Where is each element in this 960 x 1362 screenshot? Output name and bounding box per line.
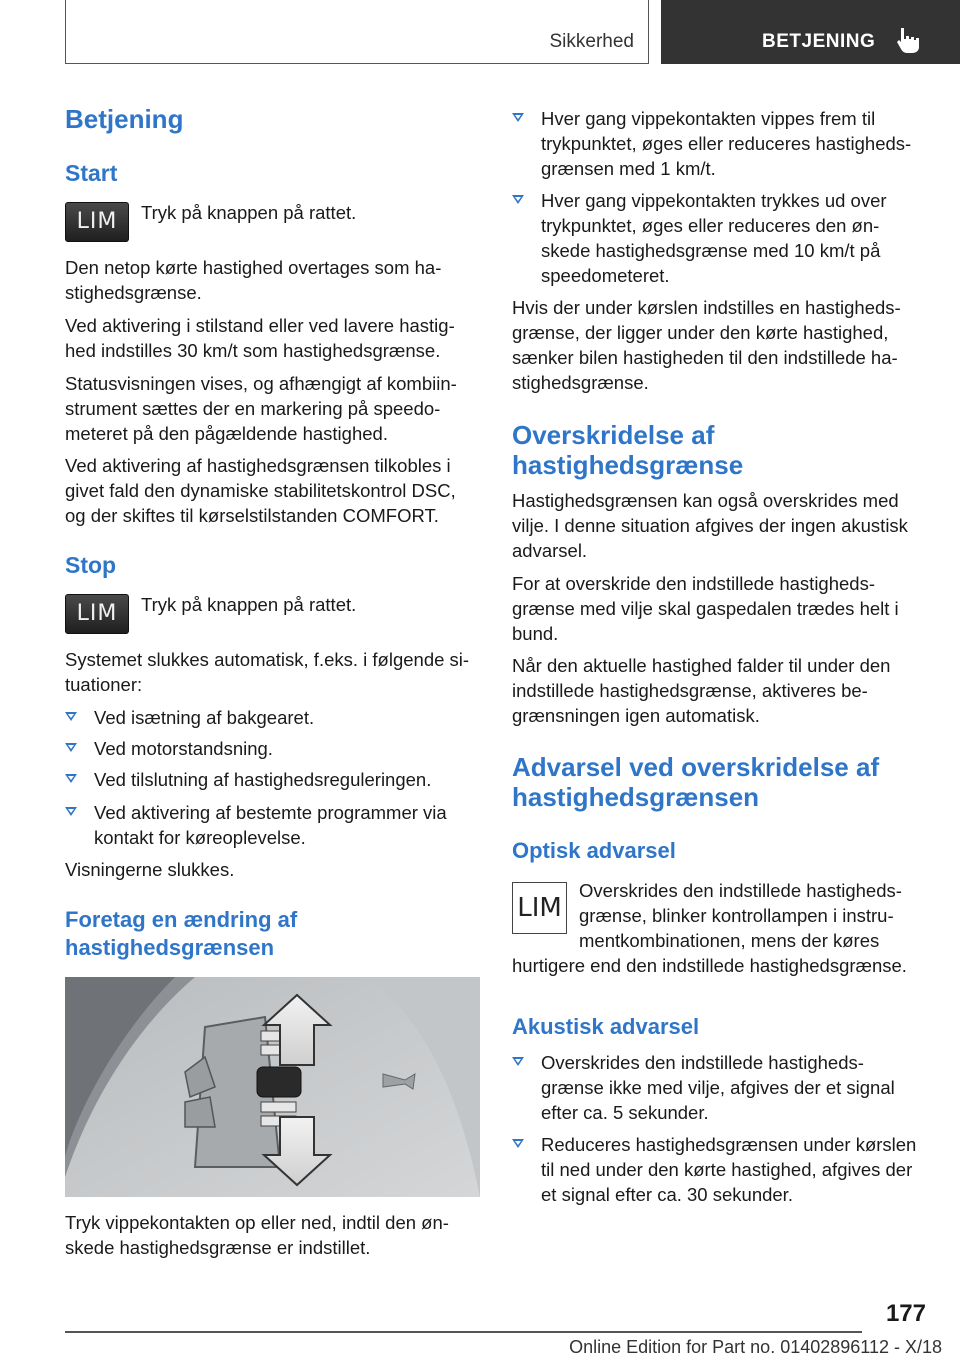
over-paragraph-3c: grænsningen igen automatisk. xyxy=(512,705,760,726)
start-paragraph-2b: hed indstilles 30 km/t som hastighedsgrænse. xyxy=(65,340,441,361)
start-paragraph-1b: stighedsgrænse. xyxy=(65,282,202,303)
lim-button-icon: LIM xyxy=(65,594,129,634)
stop-paragraph-1a: Systemet slukkes automatisk, f.eks. i følgende si- xyxy=(65,649,470,670)
photo-caption-a: Tryk vippekontakten op eller ned, indtil den øn- xyxy=(65,1212,449,1233)
list-item: Hver gang vippekontakten trykkes ud over trykpunktet, øges eller reduceres den øn- skede hastighedsgrænse med 10 km/t på speedometeret. xyxy=(512,188,932,288)
start-paragraph-2a: Ved aktivering i stilstand eller ved lavere hastig- xyxy=(65,315,455,336)
triangle-bullet-icon xyxy=(512,1139,524,1148)
start-paragraph-3c: meteret på den pågældende hastighed. xyxy=(65,423,388,444)
optisk-text-d: hurtigere end den indstillede hastighedsgrænse. xyxy=(512,955,907,976)
start-paragraph-1a: Den netop kørte hastighed overtages som ha- xyxy=(65,257,442,278)
start-paragraph-3a: Statusvisningen vises, og afhængigt af kombiin- xyxy=(65,373,457,394)
header-section-tab xyxy=(65,0,649,64)
over-paragraph-3b: indstillede hastighedsgrænse, aktiveres be- xyxy=(512,680,868,701)
header-section-label: Sikkerhed xyxy=(549,31,634,52)
optisk-text-c: mentkombinationen, mens der køres xyxy=(579,930,880,951)
heading-foretag-1: Foretag en ændring af xyxy=(65,907,298,932)
right-paragraph-1a: Hvis der under kørslen indstilles en hastigheds- xyxy=(512,297,901,318)
heading-overskridelse-1: Overskridelse af xyxy=(512,420,715,450)
right-paragraph-1b: grænse, der ligger under den kørte hastighed, xyxy=(512,322,889,343)
optisk-text-a: Overskrides den indstillede hastigheds- xyxy=(579,880,902,901)
header-chapter-label: BETJENING xyxy=(762,31,876,52)
over-paragraph-2b: grænse med vilje skal gaspedalen trædes helt i xyxy=(512,598,899,619)
heading-foretag-2: hastighedsgrænsen xyxy=(65,935,275,960)
over-paragraph-1b: vilje. I denne situation afgives der ingen akustisk xyxy=(512,515,908,536)
list-item: Hver gang vippekontakten vippes frem til trykpunktet, øges eller reduceres hastigheds- grænsen med 1 km/t. xyxy=(512,106,932,181)
heading-akustisk-advarsel: Akustisk advarsel xyxy=(512,1014,700,1039)
optisk-text-b: grænse, blinker kontrollampen i instru- xyxy=(579,905,894,926)
heading-betjening: Betjening xyxy=(65,104,184,134)
triangle-bullet-icon xyxy=(65,807,77,816)
page-number: 177 xyxy=(885,1300,926,1327)
stop-paragraph-1b: tuationer: xyxy=(65,674,143,695)
heading-start: Start xyxy=(65,160,118,186)
start-paragraph-3b: strument sættes der en markering på speedo- xyxy=(65,398,441,419)
list-item: Ved tilslutning af hastighedsreguleringen. xyxy=(65,767,480,792)
photo-caption-b: skede hastighedsgrænse er indstillet. xyxy=(65,1237,371,1258)
list-item: Reduceres hastighedsgrænsen under kørslen til ned under den kørte hastighed, afgives der et signal efter ca. 30 sekunder. xyxy=(512,1132,932,1207)
over-paragraph-1a: Hastighedsgrænsen kan også overskrides med xyxy=(512,490,899,511)
stop-instruction: Tryk på knappen på rattet. xyxy=(141,594,357,615)
heading-advarsel-1: Advarsel ved overskridelse af xyxy=(512,752,880,782)
lim-indicator-icon: LIM xyxy=(512,882,567,934)
right-paragraph-1c: sænker bilen hastigheden til den indstillede ha- xyxy=(512,347,898,368)
triangle-bullet-icon xyxy=(65,712,77,721)
start-paragraph-4a: Ved aktivering af hastighedsgrænsen tilkobles i xyxy=(65,455,451,476)
triangle-bullet-icon xyxy=(512,195,524,204)
heading-advarsel-2: hastighedsgrænsen xyxy=(512,782,760,812)
lim-button-icon: LIM xyxy=(65,202,129,242)
over-paragraph-2a: For at overskride den indstillede hastigheds- xyxy=(512,573,875,594)
heading-overskridelse-2: hastighedsgrænse xyxy=(512,450,744,480)
heading-stop: Stop xyxy=(65,552,117,578)
list-item: Ved aktivering af bestemte programmer via kontakt for køreoplevelse. xyxy=(65,800,480,850)
start-instruction: Tryk på knappen på rattet. xyxy=(141,202,357,223)
steering-wheel-photo xyxy=(65,977,480,1197)
start-paragraph-4b: givet fald den dynamiske stabilitetskontrol DSC, xyxy=(65,480,456,501)
start-paragraph-4c: og der skiftes til kørselstilstanden COMFORT. xyxy=(65,505,439,526)
list-item: Ved isætning af bakgearet. xyxy=(65,705,480,730)
triangle-bullet-icon xyxy=(65,743,77,752)
right-paragraph-1d: stighedsgrænse. xyxy=(512,372,649,393)
triangle-bullet-icon xyxy=(512,1057,524,1066)
over-paragraph-3a: Når den aktuelle hastighed falder til under den xyxy=(512,655,891,676)
over-paragraph-2c: bund. xyxy=(512,623,559,644)
footer-divider xyxy=(65,1331,862,1333)
triangle-bullet-icon xyxy=(512,113,524,122)
footer-edition: Online Edition for Part no. 01402896112 - X/18 xyxy=(569,1337,942,1357)
heading-optisk-advarsel: Optisk advarsel xyxy=(512,838,676,863)
header-chapter-tab xyxy=(661,0,960,64)
over-paragraph-1c: advarsel. xyxy=(512,540,588,561)
list-item: Ved motorstandsning. xyxy=(65,736,480,761)
triangle-bullet-icon xyxy=(65,774,77,783)
hand-pointer-icon xyxy=(895,26,921,54)
stop-paragraph-2: Visningerne slukkes. xyxy=(65,859,235,880)
list-item: Overskrides den indstillede hastigheds- grænse ikke med vilje, afgives der et signal efter ca. 5 sekunder. xyxy=(512,1050,932,1125)
